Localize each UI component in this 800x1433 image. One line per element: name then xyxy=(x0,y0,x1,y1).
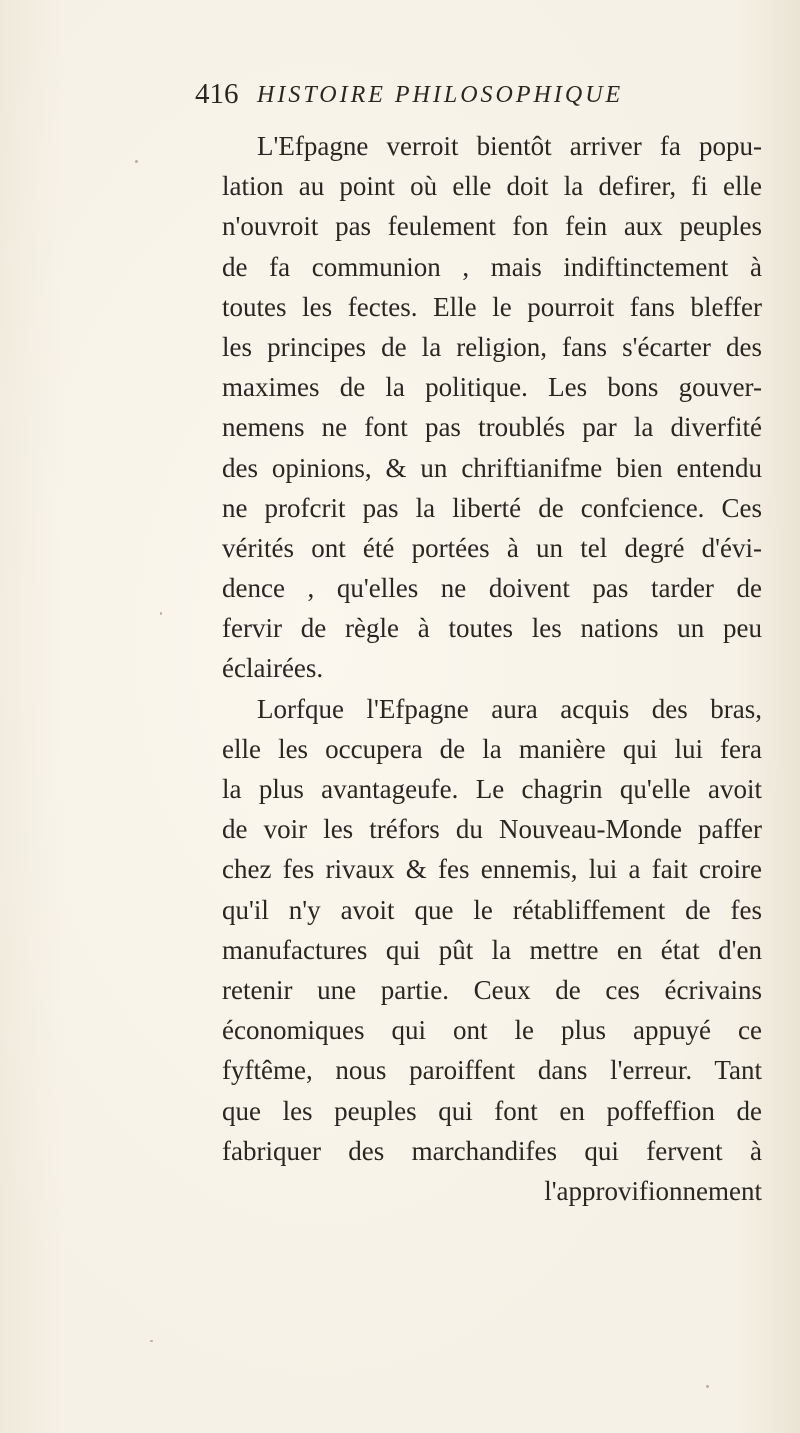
paper-speck xyxy=(706,1385,709,1388)
text-line: lation au point où elle doit la defirer, fi elle xyxy=(222,171,762,202)
text-line: n'ouvroit pas feulement fon fein aux peuples xyxy=(222,211,762,242)
body-text xyxy=(222,126,762,1211)
text-line: éclairées. xyxy=(222,653,324,684)
text-line: de fa communion , mais indiftinctement à xyxy=(222,251,762,282)
text-line: toutes les fectes. Elle le pourroit fans bleffer xyxy=(222,291,762,322)
text-line: de voir les tréfors du Nouveau-Monde paffer xyxy=(222,814,762,845)
text-line: dence , qu'elles ne doivent pas tarder de xyxy=(222,573,762,604)
text-line: L'Efpagne verroit bientôt arriver fa popu- xyxy=(257,131,762,161)
text-line: fyftême, nous paroiffent dans l'erreur. Tant xyxy=(222,1055,762,1086)
running-title: HISTOIRE PHILOSOPHIQUE xyxy=(257,82,624,108)
text-line: manufactures qui pût la mettre en état d'en xyxy=(222,934,762,965)
page-header xyxy=(195,78,755,118)
text-line: économiques qui ont le plus appuyé ce xyxy=(222,1015,762,1046)
text-line: que les peuples qui font en poffeffion de xyxy=(222,1095,762,1126)
text-line: vérités ont été portées à un tel degré d'évi- xyxy=(222,532,762,563)
text-line: maximes de la politique. Les bons gouver- xyxy=(222,372,762,403)
catchword: l'approvifionnement xyxy=(544,1175,762,1206)
text-line: fabriquer des marchandifes qui fervent à xyxy=(222,1135,762,1166)
paper-speck xyxy=(160,612,162,615)
text-line: ne profcrit pas la liberté de confcience. Ces xyxy=(222,492,762,523)
text-line: des opinions, & un chriftianifme bien entendu xyxy=(222,452,762,483)
text-line: qu'il n'y avoit que le rétabliffement de fes xyxy=(222,894,762,925)
text-line: nemens ne font pas troublés par la diverfité xyxy=(222,412,762,443)
paper-speck xyxy=(150,1340,153,1342)
text-line: elle les occupera de la manière qui lui fera xyxy=(222,733,762,764)
page-number: 416 xyxy=(195,78,239,110)
text-line: chez fes rivaux & fes ennemis, lui a fait croire xyxy=(222,854,762,885)
text-line: la plus avantageufe. Le chagrin qu'elle avoit xyxy=(222,774,762,804)
paper-speck xyxy=(135,160,138,163)
text-line: fervir de règle à toutes les nations un peu xyxy=(222,613,762,644)
text-line: retenir une partie. Ceux de ces écrivains xyxy=(222,974,762,1005)
text-line: les principes de la religion, fans s'écarter des xyxy=(222,331,762,362)
text-line: Lorfque l'Efpagne aura acquis des bras, xyxy=(257,693,762,724)
